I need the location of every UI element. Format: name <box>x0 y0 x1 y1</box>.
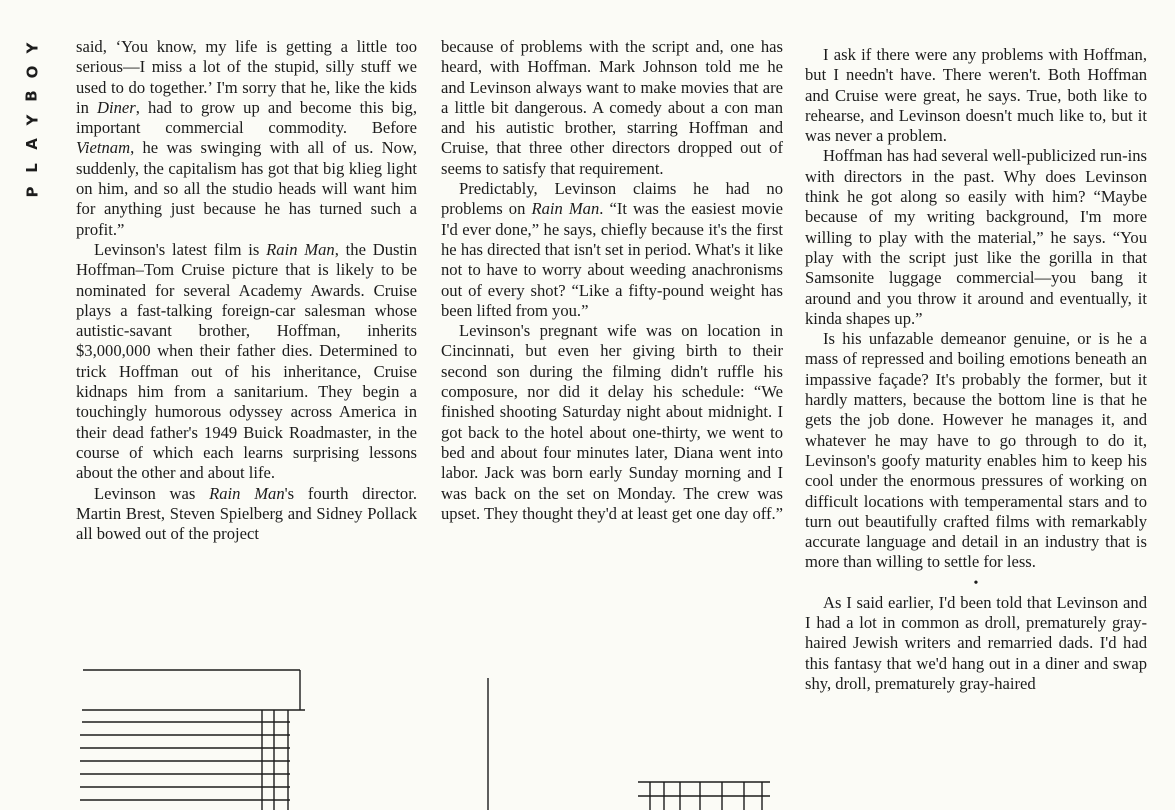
section-separator: • <box>973 575 979 591</box>
paragraph: because of problems with the script and, one has heard, with Hoffman. Mark Johnson told me he and Levinson always want to make movies that are a little bit dangerous. A comedy about a con man and his autistic brother, starring Hoffman and Cruise, that three other directors dropped out of seems to satisfy that requirement. <box>441 37 783 178</box>
running-head-letter: Y <box>23 114 41 126</box>
text-column-1 <box>76 37 417 544</box>
paragraph: Predictably, Levinson claims he had no problems on Rain Man. “It was the easiest movie I'd ever done,” he says, chiefly because it's the first he has directed that isn't set in period. What's it like not to have to worry about weeding anachronisms out of every shot? “Like a fifty-pound weight has been lifted from you.” <box>441 179 783 320</box>
running-head <box>22 36 52 204</box>
paragraph: said, ‘You know, my life is getting a little too serious—I miss a lot of the stupid, silly stuff we used to do together.’ I'm sorry that he, like the kids in Diner, had to grow up and become this big, important commercial commodity. Before Vietnam, he was swinging with all of us. Now, suddenly, the capitalism has got that big klieg light on him, and so all the studio heads will want him for anything just because he has turned such a profit.” <box>76 37 417 239</box>
paragraph: Levinson was Rain Man's fourth director. Martin Brest, Steven Spielberg and Sidney Pollack all bowed out of the project <box>76 483 417 544</box>
running-head-letter: L <box>23 163 41 173</box>
line-illustration <box>0 640 790 810</box>
running-head-letter: P <box>23 186 41 198</box>
paragraph: Is his unfazable demeanor genuine, or is he a mass of repressed and boiling emotions beneath an impassive façade? It's probably the former, but it hardly matters, because the bottom line is that he gets the job done. However he manages it, and whatever he may have to go through to do it, Levinson's goofy maturity enables him to keep his cool under the enormous pressures of working on difficult locations with temperamental stars and to turn out beautifully crafted films with remarkably accurate language and detail in an industry that is more than willing to settle for less. <box>805 329 1147 572</box>
paragraph: I ask if there were any problems with Hoffman, but I needn't have. There weren't. Both Hoffman and Cruise were great, he says. True, both like to rehearse, and Levinson doesn't much like to, but it was never a problem. <box>805 45 1147 146</box>
text-column-2 <box>441 37 783 524</box>
running-head-letter: A <box>22 138 41 150</box>
running-head-letter: Y <box>23 42 41 54</box>
text-column-3 <box>805 45 1147 694</box>
paragraph: Levinson's latest film is Rain Man, the Dustin Hoffman–Tom Cruise picture that is likely to be nominated for several Academy Awards. Cruise plays a fast-talking foreign-car salesman whose autistic-savant brother, Hoffman, inherits $3,000,000 when their father dies. Determined to trick Hoffman out of his inheritance, Cruise kidnaps him from a sanitarium. They begin a touchingly humorous odyssey across America in their dead father's 1949 Buick Roadmaster, in the course of which each learns surprising lessons about the other and about life. <box>76 239 417 483</box>
running-head-letter: B <box>23 90 41 102</box>
paragraph: Hoffman has had several well-publicized run-ins with directors in the past. Why does Levinson think he got along so easily with him? “Maybe because of my writing background, I'm more willing to play with the material,” he says. “You play with the script just like the gorilla in that Samsonite luggage commercial—you bang it around and you throw it around and eventually, it kinda shapes up.” <box>805 146 1147 328</box>
running-head-letter: O <box>22 65 41 79</box>
paragraph: As I said earlier, I'd been told that Levinson and I had a lot in common as droll, prematurely gray-haired Jewish writers and remarried dads. I'd had this fantasy that we'd hang out in a diner and swap shy, droll, prematurely gray-haired <box>805 592 1147 693</box>
paragraph: Levinson's pregnant wife was on location in Cincinnati, but even her giving birth to their second son during the filming didn't ruffle his composure, nor did it delay his schedule: “We finished shooting Saturday night about midnight. I got back to the hotel about one-thirty, we went to bed and about four minutes later, Diana went into labor. Jack was born early Sunday morning and I was back on the set on Monday. The crew was upset. They thought they'd at least get one day off.” <box>441 321 784 523</box>
